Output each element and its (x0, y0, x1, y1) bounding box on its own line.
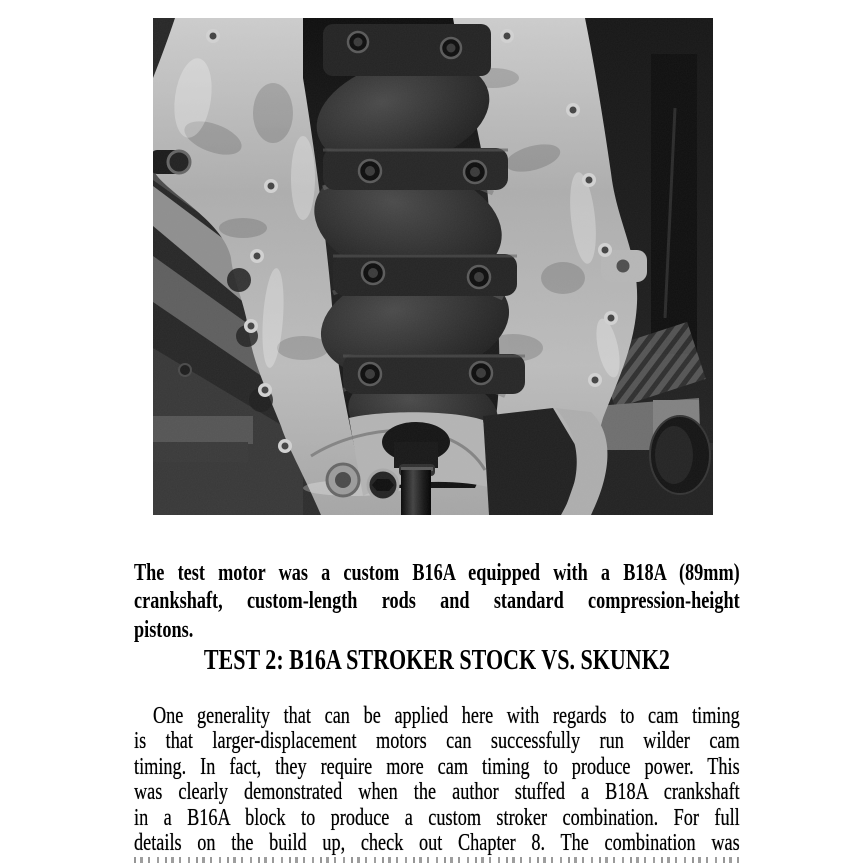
body-line: timing. In fact, they require more cam timing to produce power. This (134, 753, 740, 780)
body-line: was clearly demonstrated when the author stuffed a B18A crankshaft (134, 779, 740, 806)
body-line: One generality that can be applied here with regards to cam timing (153, 703, 740, 729)
engine-photo (153, 18, 713, 515)
section-heading: TEST 2: B16A STROKER STOCK VS. SKUNK2 (203, 644, 670, 676)
body-line: is that larger-displacement motors can successfully run wilder cam (134, 728, 740, 755)
body-line: details on the build up, check out Chapter 8. The combination was (134, 830, 740, 857)
figure-caption (134, 559, 740, 644)
caption-line: pistons. (134, 616, 194, 643)
cut-off-text-line (134, 857, 740, 863)
body-line: in a B16A block to produce a custom stroker combination. For full (134, 804, 740, 831)
engine-photo-illustration (153, 18, 713, 515)
body-paragraph (134, 704, 740, 857)
caption-line: crankshaft, custom-length rods and standard compression-height (134, 588, 740, 615)
caption-line: The test motor was a custom B16A equipped with a B18A (89mm) (134, 560, 740, 586)
